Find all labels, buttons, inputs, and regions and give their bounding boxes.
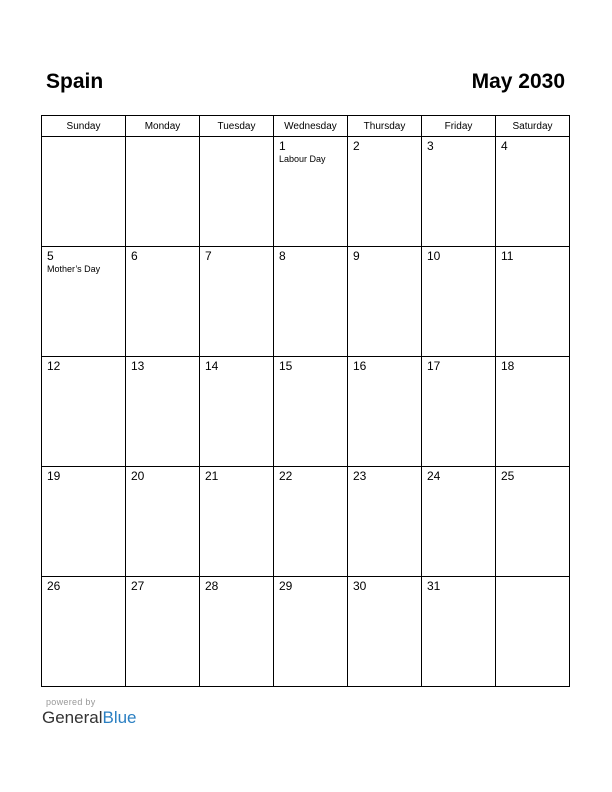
day-number: 5 xyxy=(47,249,54,263)
weekday-header: Sunday xyxy=(42,116,126,137)
brand-name-blue: Blue xyxy=(102,708,137,727)
day-cell xyxy=(200,467,274,577)
day-number xyxy=(126,137,199,140)
day-number: 9 xyxy=(353,249,360,263)
day-number: 27 xyxy=(131,579,145,593)
day-number: 8 xyxy=(279,249,286,263)
day-number: 24 xyxy=(427,469,441,483)
day-cell xyxy=(496,137,570,247)
day-cell xyxy=(348,467,422,577)
day-cell xyxy=(496,357,570,467)
day-number: 17 xyxy=(427,359,441,373)
day-cell xyxy=(274,247,348,357)
day-cell xyxy=(126,577,200,687)
day-number xyxy=(496,577,569,580)
day-number: 13 xyxy=(131,359,145,373)
day-cell xyxy=(422,357,496,467)
week-row xyxy=(42,357,570,467)
day-cell xyxy=(274,137,348,247)
day-cell xyxy=(496,467,570,577)
week-row xyxy=(42,247,570,357)
day-cell xyxy=(348,137,422,247)
day-cell xyxy=(348,247,422,357)
day-number: 1 xyxy=(279,139,286,153)
day-number: 22 xyxy=(279,469,293,483)
day-number: 28 xyxy=(205,579,219,593)
day-cell xyxy=(274,577,348,687)
day-number: 31 xyxy=(427,579,441,593)
week-row xyxy=(42,577,570,687)
day-cell xyxy=(422,467,496,577)
day-cell xyxy=(42,467,126,577)
powered-by-label: powered by xyxy=(46,697,96,707)
day-number: 16 xyxy=(353,359,367,373)
day-cell xyxy=(274,357,348,467)
day-cell xyxy=(126,357,200,467)
week-row xyxy=(42,467,570,577)
weekday-header: Thursday xyxy=(348,116,422,137)
day-number: 29 xyxy=(279,579,293,593)
day-number: 21 xyxy=(205,469,219,483)
day-number xyxy=(42,137,125,140)
day-cell xyxy=(126,247,200,357)
day-cell xyxy=(200,247,274,357)
day-cell xyxy=(42,247,126,357)
day-cell xyxy=(422,137,496,247)
weekday-header: Monday xyxy=(126,116,200,137)
day-cell xyxy=(200,137,274,247)
day-number: 11 xyxy=(501,249,514,263)
day-number: 12 xyxy=(47,359,61,373)
holiday-label: Labour Day xyxy=(279,154,326,164)
day-cell xyxy=(42,357,126,467)
day-number: 20 xyxy=(131,469,145,483)
country-title: Spain xyxy=(46,70,104,93)
day-cell xyxy=(126,137,200,247)
week-row xyxy=(42,137,570,247)
day-cell xyxy=(126,467,200,577)
day-cell xyxy=(496,247,570,357)
day-number: 10 xyxy=(427,249,441,263)
day-cell xyxy=(42,137,126,247)
day-number xyxy=(200,137,273,140)
day-cell xyxy=(274,467,348,577)
calendar-grid xyxy=(41,115,570,687)
day-number: 25 xyxy=(501,469,515,483)
day-cell xyxy=(348,357,422,467)
weekday-header: Tuesday xyxy=(200,116,274,137)
month-year-title: May 2030 xyxy=(471,70,565,93)
day-number: 6 xyxy=(131,249,138,263)
day-number: 30 xyxy=(353,579,367,593)
day-cell xyxy=(422,577,496,687)
day-cell xyxy=(422,247,496,357)
day-number: 2 xyxy=(353,139,360,153)
weekday-header: Saturday xyxy=(496,116,570,137)
day-number: 26 xyxy=(47,579,61,593)
day-cell xyxy=(200,577,274,687)
day-cell xyxy=(200,357,274,467)
day-number: 15 xyxy=(279,359,293,373)
day-number: 23 xyxy=(353,469,367,483)
day-number: 3 xyxy=(427,139,434,153)
weekday-header-row xyxy=(42,116,570,137)
brand-logo[interactable] xyxy=(42,708,137,728)
day-number: 4 xyxy=(501,139,508,153)
holiday-label: Mother’s Day xyxy=(47,264,101,274)
day-cell xyxy=(348,577,422,687)
day-number: 14 xyxy=(205,359,219,373)
weekday-header: Wednesday xyxy=(274,116,348,137)
day-cell xyxy=(496,577,570,687)
day-number: 19 xyxy=(47,469,61,483)
day-number: 7 xyxy=(205,249,212,263)
brand-name-general: General xyxy=(42,708,103,727)
day-number: 18 xyxy=(501,359,515,373)
weekday-header: Friday xyxy=(422,116,496,137)
day-cell xyxy=(42,577,126,687)
